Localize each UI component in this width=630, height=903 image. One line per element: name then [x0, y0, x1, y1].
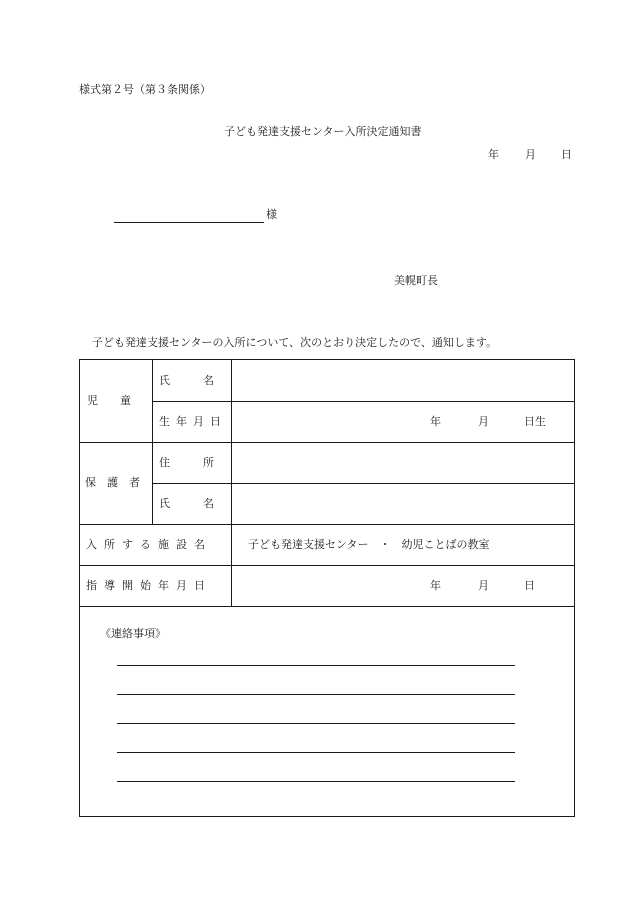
guardian-address-label: 住 所 [159, 456, 214, 469]
notes-line[interactable] [117, 694, 515, 695]
start-date-field[interactable] [233, 567, 573, 605]
date-month-label: 月 [525, 148, 536, 161]
facility-label: 入所する施設名 [86, 538, 212, 551]
row-divider [80, 565, 574, 566]
addressee-name-line[interactable] [114, 222, 264, 223]
child-group-label: 児 童 [87, 394, 131, 407]
birthdate-year-suffix: 年 [430, 415, 441, 428]
notes-line[interactable] [117, 781, 515, 782]
start-year-suffix: 年 [430, 579, 441, 592]
guardian-name-label: 氏 名 [159, 497, 214, 510]
row-divider [80, 524, 574, 525]
notes-line[interactable] [117, 723, 515, 724]
date-day-label: 日 [561, 148, 572, 161]
row-divider [80, 442, 574, 443]
notes-line[interactable] [117, 665, 515, 666]
form-number: 様式第２号（第３条関係） [79, 83, 211, 96]
intro-text: 子ども発達支援センターの入所について、次のとおり決定したので、通知します。 [92, 336, 498, 349]
column-divider [152, 360, 153, 524]
decision-form-table [79, 359, 575, 817]
child-birthdate-field[interactable] [233, 402, 573, 441]
birthdate-day-suffix: 日生 [524, 415, 546, 428]
start-date-label: 指導開始年月日 [86, 579, 212, 592]
child-name-field[interactable] [233, 361, 573, 400]
facility-options[interactable]: 子ども発達支援センター ・ 幼児ことばの教室 [248, 538, 490, 551]
child-birthdate-label: 生年月日 [159, 415, 227, 428]
document-title: 子ども発達支援センター入所決定通知書 [224, 125, 422, 138]
addressee-honorific: 様 [266, 208, 277, 221]
sender-name: 美幌町長 [394, 274, 438, 287]
notes-label: 《連絡事項》 [100, 627, 166, 640]
guardian-group-label: 保 護 者 [85, 476, 140, 489]
guardian-address-field[interactable] [233, 444, 573, 482]
row-divider [152, 483, 574, 484]
guardian-name-field[interactable] [233, 485, 573, 523]
column-divider [231, 360, 232, 606]
start-day-suffix: 日 [524, 579, 535, 592]
notes-line[interactable] [117, 752, 515, 753]
birthdate-month-suffix: 月 [478, 415, 489, 428]
start-month-suffix: 月 [478, 579, 489, 592]
date-year-label: 年 [488, 148, 499, 161]
row-divider [80, 606, 574, 607]
child-name-label: 氏 名 [159, 374, 214, 387]
